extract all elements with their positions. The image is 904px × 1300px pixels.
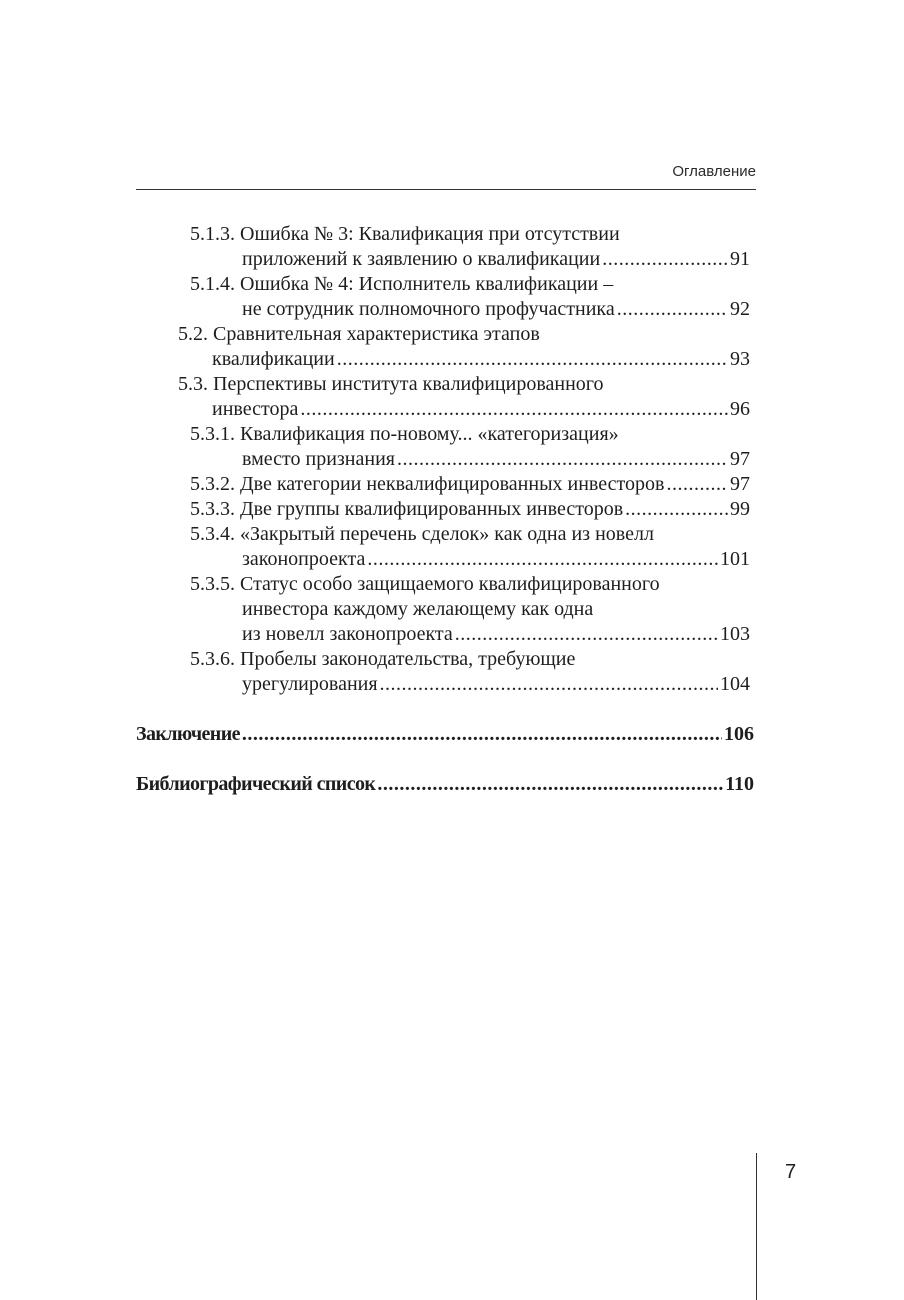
dot-leader	[377, 772, 723, 797]
toc-entry-leader-line	[242, 247, 750, 272]
toc-entry-title-cont: из новелл законопроекта	[242, 623, 453, 645]
toc-entry-title: 5.2. Сравнительная характеристика этапов	[178, 323, 540, 345]
dot-leader	[397, 447, 728, 472]
dot-leader	[666, 472, 728, 497]
toc-entry-title: Библиографический список	[136, 773, 376, 795]
toc-page-number: 101	[720, 548, 750, 570]
toc-page-number: 91	[730, 248, 750, 270]
toc-entry-5-3-5[interactable]	[0, 572, 904, 647]
toc-entry-title: 5.3. Перспективы института квалифицированного	[178, 373, 604, 395]
dot-leader	[337, 347, 728, 372]
toc-entry-title-cont: не сотрудник полномочного профучастника	[242, 298, 615, 320]
toc-page-number: 96	[730, 398, 750, 420]
toc-entry-leader-line	[212, 347, 750, 372]
margin-rule	[756, 1153, 757, 1300]
toc-page-number: 97	[730, 448, 750, 470]
toc-entry-5-3-1[interactable]	[0, 422, 904, 472]
toc-entry-title-cont: законопроекта	[242, 548, 366, 570]
toc-page-number: 92	[730, 298, 750, 320]
toc-entry-5-3-3[interactable]	[0, 497, 904, 522]
toc-entry-title: 5.3.6. Пробелы законодательства, требующие	[190, 648, 576, 670]
toc-entry-title: 5.3.1. Квалификация по-новому... «категоризация»	[190, 423, 619, 445]
toc-entry-title-cont: урегулирования	[242, 673, 378, 695]
toc-entry-bibliography[interactable]	[0, 772, 904, 797]
dot-leader	[242, 722, 722, 747]
dot-leader	[625, 497, 728, 522]
dot-leader	[367, 547, 718, 572]
toc-entry-5-2[interactable]	[0, 322, 904, 372]
toc-entry-title-cont: квалификации	[212, 348, 335, 370]
toc-entry-title-cont: инвестора	[212, 398, 299, 420]
toc-entry-leader-line	[242, 672, 750, 697]
toc-entry-5-3-2[interactable]	[0, 472, 904, 497]
toc-entry-title: 5.3.2. Две категории неквалифицированных инвесторов	[190, 473, 665, 495]
toc-entry-5-1-4[interactable]	[0, 272, 904, 322]
toc-entry-leader-line	[242, 297, 750, 322]
toc-entry-leader-line	[190, 497, 750, 522]
header-rule	[136, 189, 756, 190]
toc-entry-leader-line	[136, 722, 754, 747]
toc-entry-5-3-4[interactable]	[0, 522, 904, 572]
toc-entry-leader-line	[242, 622, 750, 647]
dot-leader	[602, 247, 728, 272]
toc-entry-leader-line	[212, 397, 750, 422]
toc-entry-leader-line	[242, 547, 750, 572]
toc-entry-title: 5.3.4. «Закрытый перечень сделок» как одна из новелл	[190, 523, 654, 545]
toc-entry-title: 5.3.5. Статус особо защищаемого квалифицированного	[190, 573, 660, 595]
dot-leader	[380, 672, 718, 697]
toc-entry-5-1-3[interactable]	[0, 222, 904, 272]
toc-entry-conclusion[interactable]	[0, 722, 904, 747]
toc-entry-title: Заключение	[136, 723, 240, 745]
dot-leader	[617, 297, 728, 322]
toc-page-number: 97	[730, 473, 750, 495]
toc-page-number: 110	[725, 773, 754, 795]
dot-leader	[300, 397, 728, 422]
toc-entry-title-cont: вместо признания	[242, 448, 395, 470]
toc-entry-title: 5.3.3. Две группы квалифицированных инвесторов	[190, 498, 624, 520]
toc-entry-title: 5.1.4. Ошибка № 4: Исполнитель квалификации –	[190, 273, 614, 295]
toc-entry-5-3-6[interactable]	[0, 647, 904, 697]
toc-entry-5-3[interactable]	[0, 372, 904, 422]
toc-page-number: 93	[730, 348, 750, 370]
toc-entry-title-cont: инвестора каждому желающему как одна	[242, 598, 594, 620]
toc-page-number: 106	[724, 723, 754, 745]
toc-page-number: 104	[720, 673, 750, 695]
page-number: 7	[785, 1161, 797, 1183]
toc-page-number: 99	[730, 498, 750, 520]
table-of-contents	[0, 222, 904, 797]
running-head-title: Оглавление	[672, 163, 756, 180]
toc-entry-title-cont: приложений к заявлению о квалификации	[242, 248, 601, 270]
toc-entry-leader-line	[190, 472, 750, 497]
toc-entry-leader-line	[242, 447, 750, 472]
toc-page-number: 103	[720, 623, 750, 645]
toc-entry-title: 5.1.3. Ошибка № 3: Квалификация при отсутствии	[190, 223, 620, 245]
toc-entry-leader-line	[136, 772, 754, 797]
dot-leader	[455, 622, 718, 647]
